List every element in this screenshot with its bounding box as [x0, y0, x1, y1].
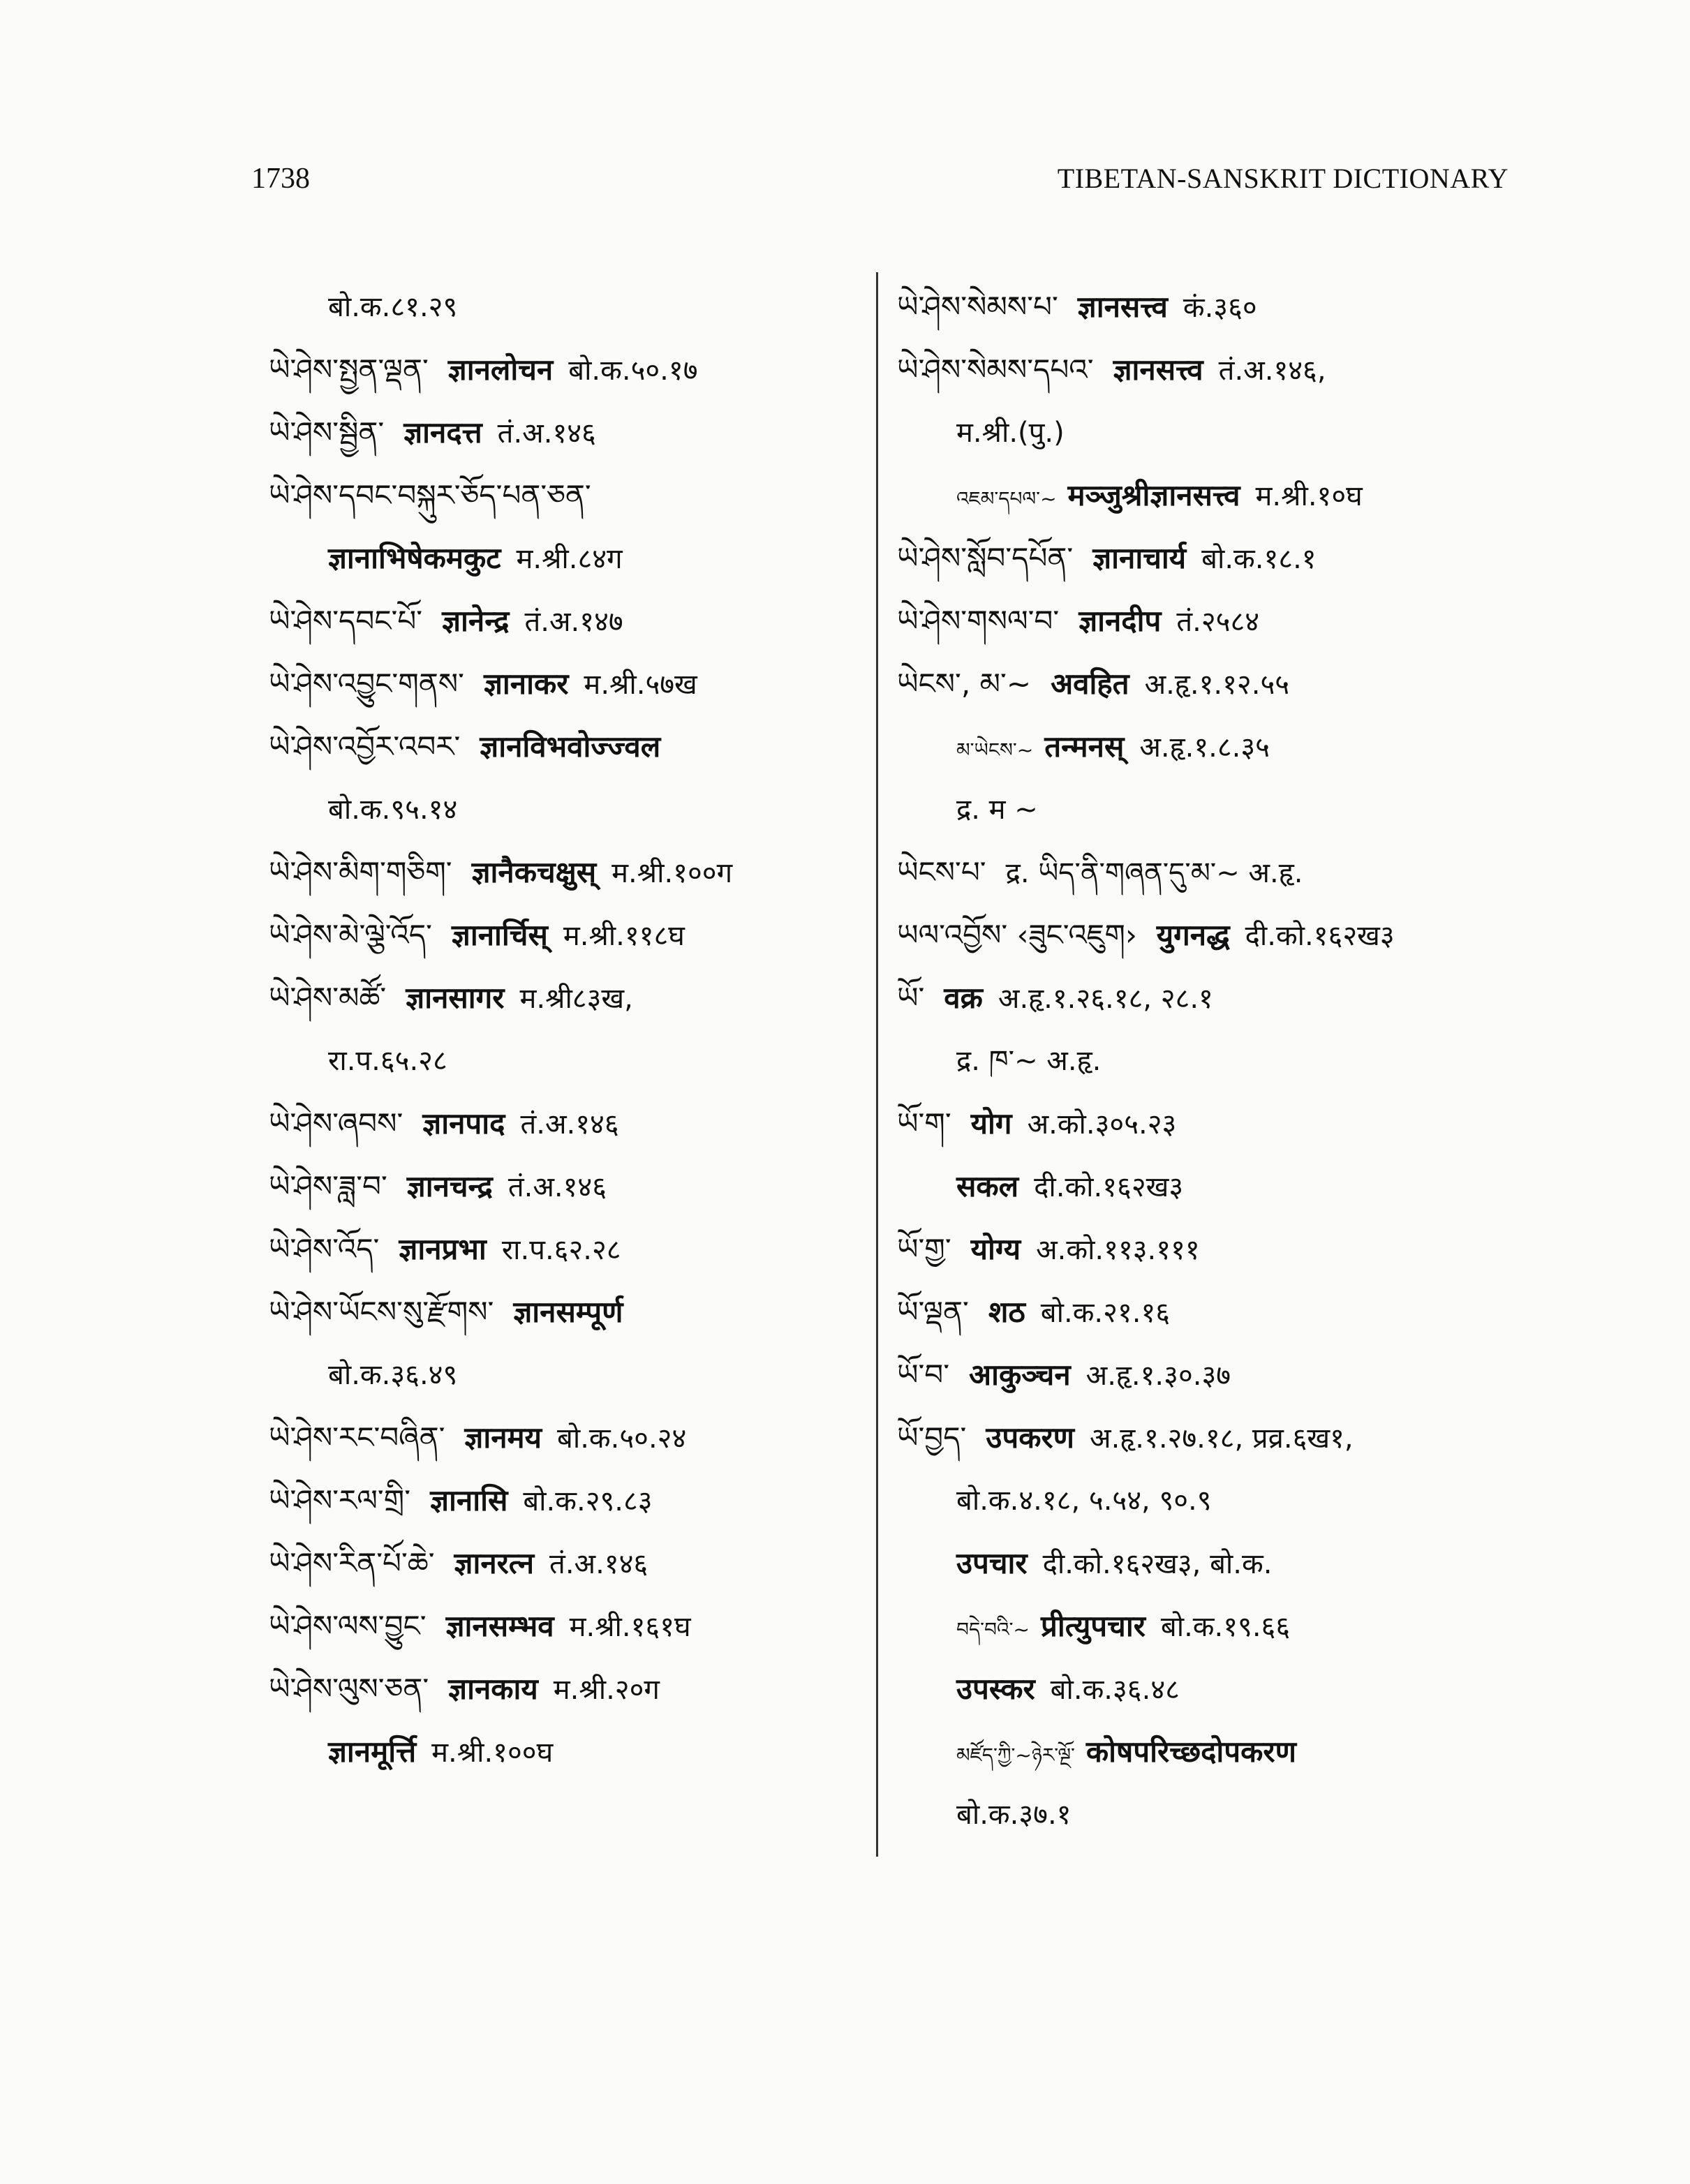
source-reference: म.श्री.(पु.)	[956, 417, 1065, 449]
dictionary-line	[269, 464, 855, 527]
sanskrit-equivalent: तन्मनस्	[1044, 729, 1125, 764]
dictionary-line	[269, 904, 855, 967]
sanskrit-equivalent: उपस्कर	[956, 1672, 1035, 1706]
sanskrit-equivalent: उपचार	[956, 1546, 1028, 1580]
sanskrit-equivalent: ज्ञानासि	[430, 1483, 508, 1517]
source-reference: म.श्री.१६१घ	[569, 1611, 691, 1643]
source-reference: तं.२५८४	[1176, 606, 1260, 638]
tibetan-headword: མཛོད་ཀྱི་~ཉེར་ལྔོ་	[956, 1744, 1075, 1767]
source-reference: बो.क.३६.४८	[1050, 1674, 1180, 1706]
sanskrit-equivalent: ज्ञानाकर	[483, 667, 569, 701]
sanskrit-equivalent: ज्ञानविभवोज्ज्वल	[480, 729, 661, 764]
tibetan-headword: ཡེ་ཤེས་རལ་གྲི་	[269, 1483, 411, 1517]
source-reference: अ.को.११३.१११	[1036, 1234, 1200, 1266]
sanskrit-equivalent: ज्ञानाभिषेकमकुट	[328, 541, 501, 575]
dictionary-line	[897, 778, 1525, 841]
dictionary-line	[269, 778, 855, 841]
source-reference: म.श्री.११८घ	[563, 920, 685, 952]
dictionary-line	[269, 1218, 855, 1281]
sanskrit-equivalent: उपकरण	[986, 1420, 1075, 1455]
dictionary-line	[269, 1532, 855, 1595]
sanskrit-equivalent: मञ्जुश्रीज्ञानसत्त्व	[1067, 478, 1240, 512]
tibetan-headword: ཡོ་གྱ་	[897, 1232, 951, 1266]
tibetan-headword: ཡེ་ཤེས་ལུས་ཅན་	[269, 1672, 429, 1706]
tibetan-headword: ཡེ་ཤེས་འོད་	[269, 1232, 380, 1266]
tibetan-headword: ཡེངས་, མ་~	[897, 667, 1032, 701]
source-reference: कं.३६०	[1183, 292, 1257, 324]
sanskrit-equivalent: ज्ञानैकचक्षुस्	[471, 855, 597, 889]
dictionary-line	[269, 967, 855, 1030]
running-title: TIBETAN-SANSKRIT DICTIONARY	[1057, 163, 1509, 194]
sanskrit-equivalent: योग	[970, 1106, 1012, 1141]
tibetan-headword: ཡོ་བ་	[897, 1358, 950, 1392]
source-reference: म.श्री.१००ग	[611, 857, 733, 889]
source-reference: अ.को.३०५.२३	[1027, 1108, 1177, 1141]
dictionary-line	[897, 653, 1525, 715]
left-column	[269, 276, 855, 1783]
sanskrit-equivalent: ज्ञानसत्त्व	[1077, 290, 1168, 324]
source-reference: बो.क.९५.१४	[328, 794, 458, 826]
tibetan-headword: ཡོ་	[897, 981, 925, 1015]
dictionary-line	[269, 590, 855, 653]
dictionary-line	[269, 1281, 855, 1344]
source-reference: म.श्री.१००घ	[431, 1737, 554, 1769]
tibetan-headword: ཡེ་ཤེས་དབང་པོ་	[269, 604, 423, 638]
sanskrit-equivalent: ज्ञानसम्भव	[445, 1609, 554, 1643]
dictionary-line	[897, 276, 1525, 339]
dictionary-line	[897, 1532, 1525, 1595]
source-reference: बो.क.१९.६६	[1160, 1611, 1291, 1643]
source-reference: तं.अ.१४७	[524, 606, 623, 638]
tibetan-headword: ཡེ་ཤེས་སྤྱན་ལྡན་	[269, 352, 429, 387]
tibetan-headword: ཡེ་ཤེས་ལས་བྱུང་	[269, 1609, 427, 1643]
source-reference: म.श्री८३ख,	[519, 983, 633, 1015]
dictionary-line	[897, 1783, 1525, 1846]
tibetan-headword: ཡེངས་པ་	[897, 855, 986, 889]
sanskrit-equivalent: सकल	[956, 1169, 1019, 1203]
sanskrit-equivalent: ज्ञानेन्द्र	[442, 604, 510, 638]
source-reference: अ.हृ.१.८.३५	[1139, 731, 1270, 764]
sanskrit-equivalent: अवहित	[1051, 667, 1129, 701]
sanskrit-equivalent: शठ	[988, 1295, 1025, 1329]
sanskrit-equivalent: ज्ञानसम्पूर्ण	[513, 1295, 623, 1329]
dictionary-line	[269, 339, 855, 401]
dictionary-line	[897, 1721, 1525, 1783]
dictionary-line	[269, 527, 855, 590]
dictionary-line	[897, 1406, 1525, 1469]
source-reference: द्र. ཁ་~ अ.हृ.	[956, 1045, 1102, 1077]
tibetan-headword: ཡོ་ག་	[897, 1106, 951, 1141]
source-reference: अ.हृ.१.१२.५५	[1144, 669, 1290, 701]
tibetan-headword: ཡོ་ལྡན་	[897, 1295, 969, 1329]
tibetan-headword: ཡོ་བྱད་	[897, 1420, 967, 1455]
dictionary-line	[897, 904, 1525, 967]
sanskrit-equivalent: ज्ञानपाद	[422, 1106, 505, 1141]
dictionary-line	[897, 401, 1525, 464]
dictionary-line	[269, 1092, 855, 1155]
dictionary-line	[897, 1658, 1525, 1721]
tibetan-headword: ཡེ་ཤེས་གསལ་བ་	[897, 604, 1060, 638]
source-reference: अ.हृ.१.२७.१८, प्रव्र.६ख१,	[1090, 1422, 1354, 1455]
source-reference: म.श्री.१०घ	[1255, 480, 1363, 512]
dictionary-line	[897, 1281, 1525, 1344]
sanskrit-equivalent: ज्ञानमय	[464, 1420, 542, 1455]
tibetan-headword: ཡེ་ཤེས་སློབ་དཔོན་	[897, 541, 1074, 575]
dictionary-line	[269, 841, 855, 904]
dictionary-line	[897, 339, 1525, 401]
source-reference: बो.क.२१.१६	[1040, 1297, 1171, 1329]
dictionary-line	[269, 1721, 855, 1783]
tibetan-headword: ཡལ་འབྱོས་ ‹ཟུང་འཇུག›	[897, 918, 1137, 952]
source-reference: तं.अ.१४६	[520, 1108, 619, 1141]
source-reference: म.श्री.२०ग	[553, 1674, 660, 1706]
tibetan-headword: ཡེ་ཤེས་འབྱོར་འབར་	[269, 729, 461, 764]
tibetan-headword: ཡེ་ཤེས་མེ་ལྕེ་འོད་	[269, 918, 432, 952]
sanskrit-equivalent: ज्ञानचन्द्र	[406, 1169, 493, 1203]
sanskrit-equivalent: ज्ञानसागर	[406, 981, 505, 1015]
dictionary-line	[897, 1092, 1525, 1155]
dictionary-line	[269, 715, 855, 778]
dictionary-line	[897, 715, 1525, 778]
sanskrit-equivalent: आकुञ्चन	[969, 1358, 1071, 1392]
dictionary-line	[269, 1595, 855, 1658]
dictionary-line	[897, 1344, 1525, 1406]
sanskrit-equivalent: ज्ञानरत्न	[454, 1546, 535, 1580]
tibetan-headword: ཡེ་ཤེས་རང་བཞིན་	[269, 1420, 445, 1455]
tibetan-headword: ཡེ་ཤེས་སེམས་དཔའ་	[897, 352, 1094, 387]
source-reference: द्र. ཡིད་ནི་གཞན་དུ་མ་~ अ.हृ.	[1005, 857, 1303, 889]
sanskrit-equivalent: ज्ञानप्रभा	[399, 1232, 487, 1266]
dictionary-line	[269, 1155, 855, 1218]
source-reference: बो.क.८१.२९	[328, 291, 458, 323]
sanskrit-equivalent: ज्ञानलोचन	[447, 352, 554, 387]
dictionary-line	[897, 1469, 1525, 1532]
dictionary-line	[269, 401, 855, 464]
sanskrit-equivalent: ज्ञानदीप	[1079, 604, 1162, 638]
source-reference: दी.को.१६२ख३	[1034, 1171, 1184, 1203]
sanskrit-equivalent: ज्ञानदत्त	[403, 415, 482, 450]
dictionary-line	[897, 1155, 1525, 1218]
sanskrit-equivalent: ज्ञानार्चिस्	[451, 918, 548, 952]
source-reference: बो.क.३६.४९	[328, 1359, 458, 1391]
dictionary-line	[897, 464, 1525, 527]
sanskrit-equivalent: योग्य	[970, 1232, 1021, 1266]
sanskrit-equivalent: कोषपरिच्छदोपकरण	[1085, 1734, 1296, 1769]
source-reference: म.श्री.८४ग	[516, 543, 623, 575]
source-reference: अ.हृ.१.३०.३७	[1085, 1360, 1231, 1392]
tibetan-headword: ཡེ་ཤེས་ཟླ་བ་	[269, 1169, 387, 1203]
dictionary-line	[897, 527, 1525, 590]
sanskrit-equivalent: युगनद्ध	[1156, 918, 1230, 952]
source-reference: म.श्री.५७ख	[584, 669, 697, 701]
source-reference: अ.हृ.१.२६.१८, २८.१	[998, 983, 1213, 1015]
tibetan-headword: མ་ཡེངས་~	[956, 738, 1034, 762]
sanskrit-equivalent: ज्ञानकाय	[448, 1672, 538, 1706]
source-reference: तं.अ.१४६	[507, 1171, 607, 1203]
source-reference: रा.प.६५.२८	[328, 1045, 447, 1077]
dictionary-line	[269, 276, 855, 339]
dictionary-line	[269, 653, 855, 715]
sanskrit-equivalent: प्रीत्युपचार	[1040, 1609, 1146, 1643]
page-number: 1738	[251, 163, 310, 195]
tibetan-headword: ཡེ་ཤེས་འབྱུང་གནས་	[269, 667, 464, 701]
sanskrit-equivalent: ज्ञानसत्त्व	[1113, 352, 1203, 387]
sanskrit-equivalent: ज्ञानाचार्य	[1092, 541, 1187, 575]
source-reference: तं.अ.१४६,	[1218, 355, 1326, 387]
source-reference: बो.क.५०.१७	[568, 355, 698, 387]
tibetan-headword: བདེ་བའི་~	[956, 1618, 1030, 1641]
sanskrit-equivalent: ज्ञानमूर्त्ति	[328, 1734, 417, 1769]
dictionary-line	[269, 1658, 855, 1721]
tibetan-headword: ཡེ་ཤེས་དབང་བསྐུར་ཅོད་པན་ཅན་	[269, 478, 591, 512]
dictionary-line	[269, 1469, 855, 1532]
dictionary-line	[897, 1030, 1525, 1092]
source-reference: रा.प.६२.२८	[501, 1234, 621, 1266]
tibetan-headword: ཡེ་ཤེས་མིག་གཅིག་	[269, 855, 452, 889]
sanskrit-equivalent: वक्र	[944, 981, 983, 1015]
source-reference: द्र. म ~	[956, 794, 1038, 826]
source-reference: दी.को.१६२ख३, बो.क.	[1042, 1548, 1273, 1580]
source-reference: बो.क.३७.१	[956, 1799, 1072, 1831]
source-reference: बो.क.१८.१	[1201, 543, 1317, 575]
tibetan-headword: ཡེ་ཤེས་སེམས་པ་	[897, 290, 1058, 324]
dictionary-line	[269, 1406, 855, 1469]
source-reference: बो.क.२९.८३	[523, 1485, 653, 1517]
source-reference: बो.क.४.१८, ५.५४, ९०.९	[956, 1485, 1212, 1517]
dictionary-line	[897, 1218, 1525, 1281]
tibetan-headword: ཡེ་ཤེས་རིན་པོ་ཆེ་	[269, 1546, 435, 1580]
source-reference: तं.अ.१४६	[549, 1548, 648, 1580]
dictionary-line	[897, 1595, 1525, 1658]
tibetan-headword: ཡེ་ཤེས་སྦྱིན་	[269, 415, 385, 450]
tibetan-headword: ཡེ་ཤེས་ཞབས་	[269, 1106, 403, 1141]
tibetan-headword: ཡེ་ཤེས་ཡོངས་སུ་རྫོགས་	[269, 1295, 494, 1329]
dictionary-line	[897, 590, 1525, 653]
source-reference: बो.क.५०.२४	[557, 1422, 687, 1455]
column-divider	[876, 272, 878, 1857]
dictionary-line	[269, 1344, 855, 1406]
right-column	[897, 276, 1525, 1846]
tibetan-headword: འཇམ་དཔལ་~	[956, 487, 1057, 510]
dictionary-line	[269, 1030, 855, 1092]
dictionary-line	[897, 967, 1525, 1030]
source-reference: तं.अ.१४६	[497, 417, 596, 450]
source-reference: दी.को.१६२ख३	[1245, 920, 1395, 952]
dictionary-line	[897, 841, 1525, 904]
page-header	[0, 162, 1690, 204]
tibetan-headword: ཡེ་ཤེས་མཚོ་	[269, 981, 387, 1015]
